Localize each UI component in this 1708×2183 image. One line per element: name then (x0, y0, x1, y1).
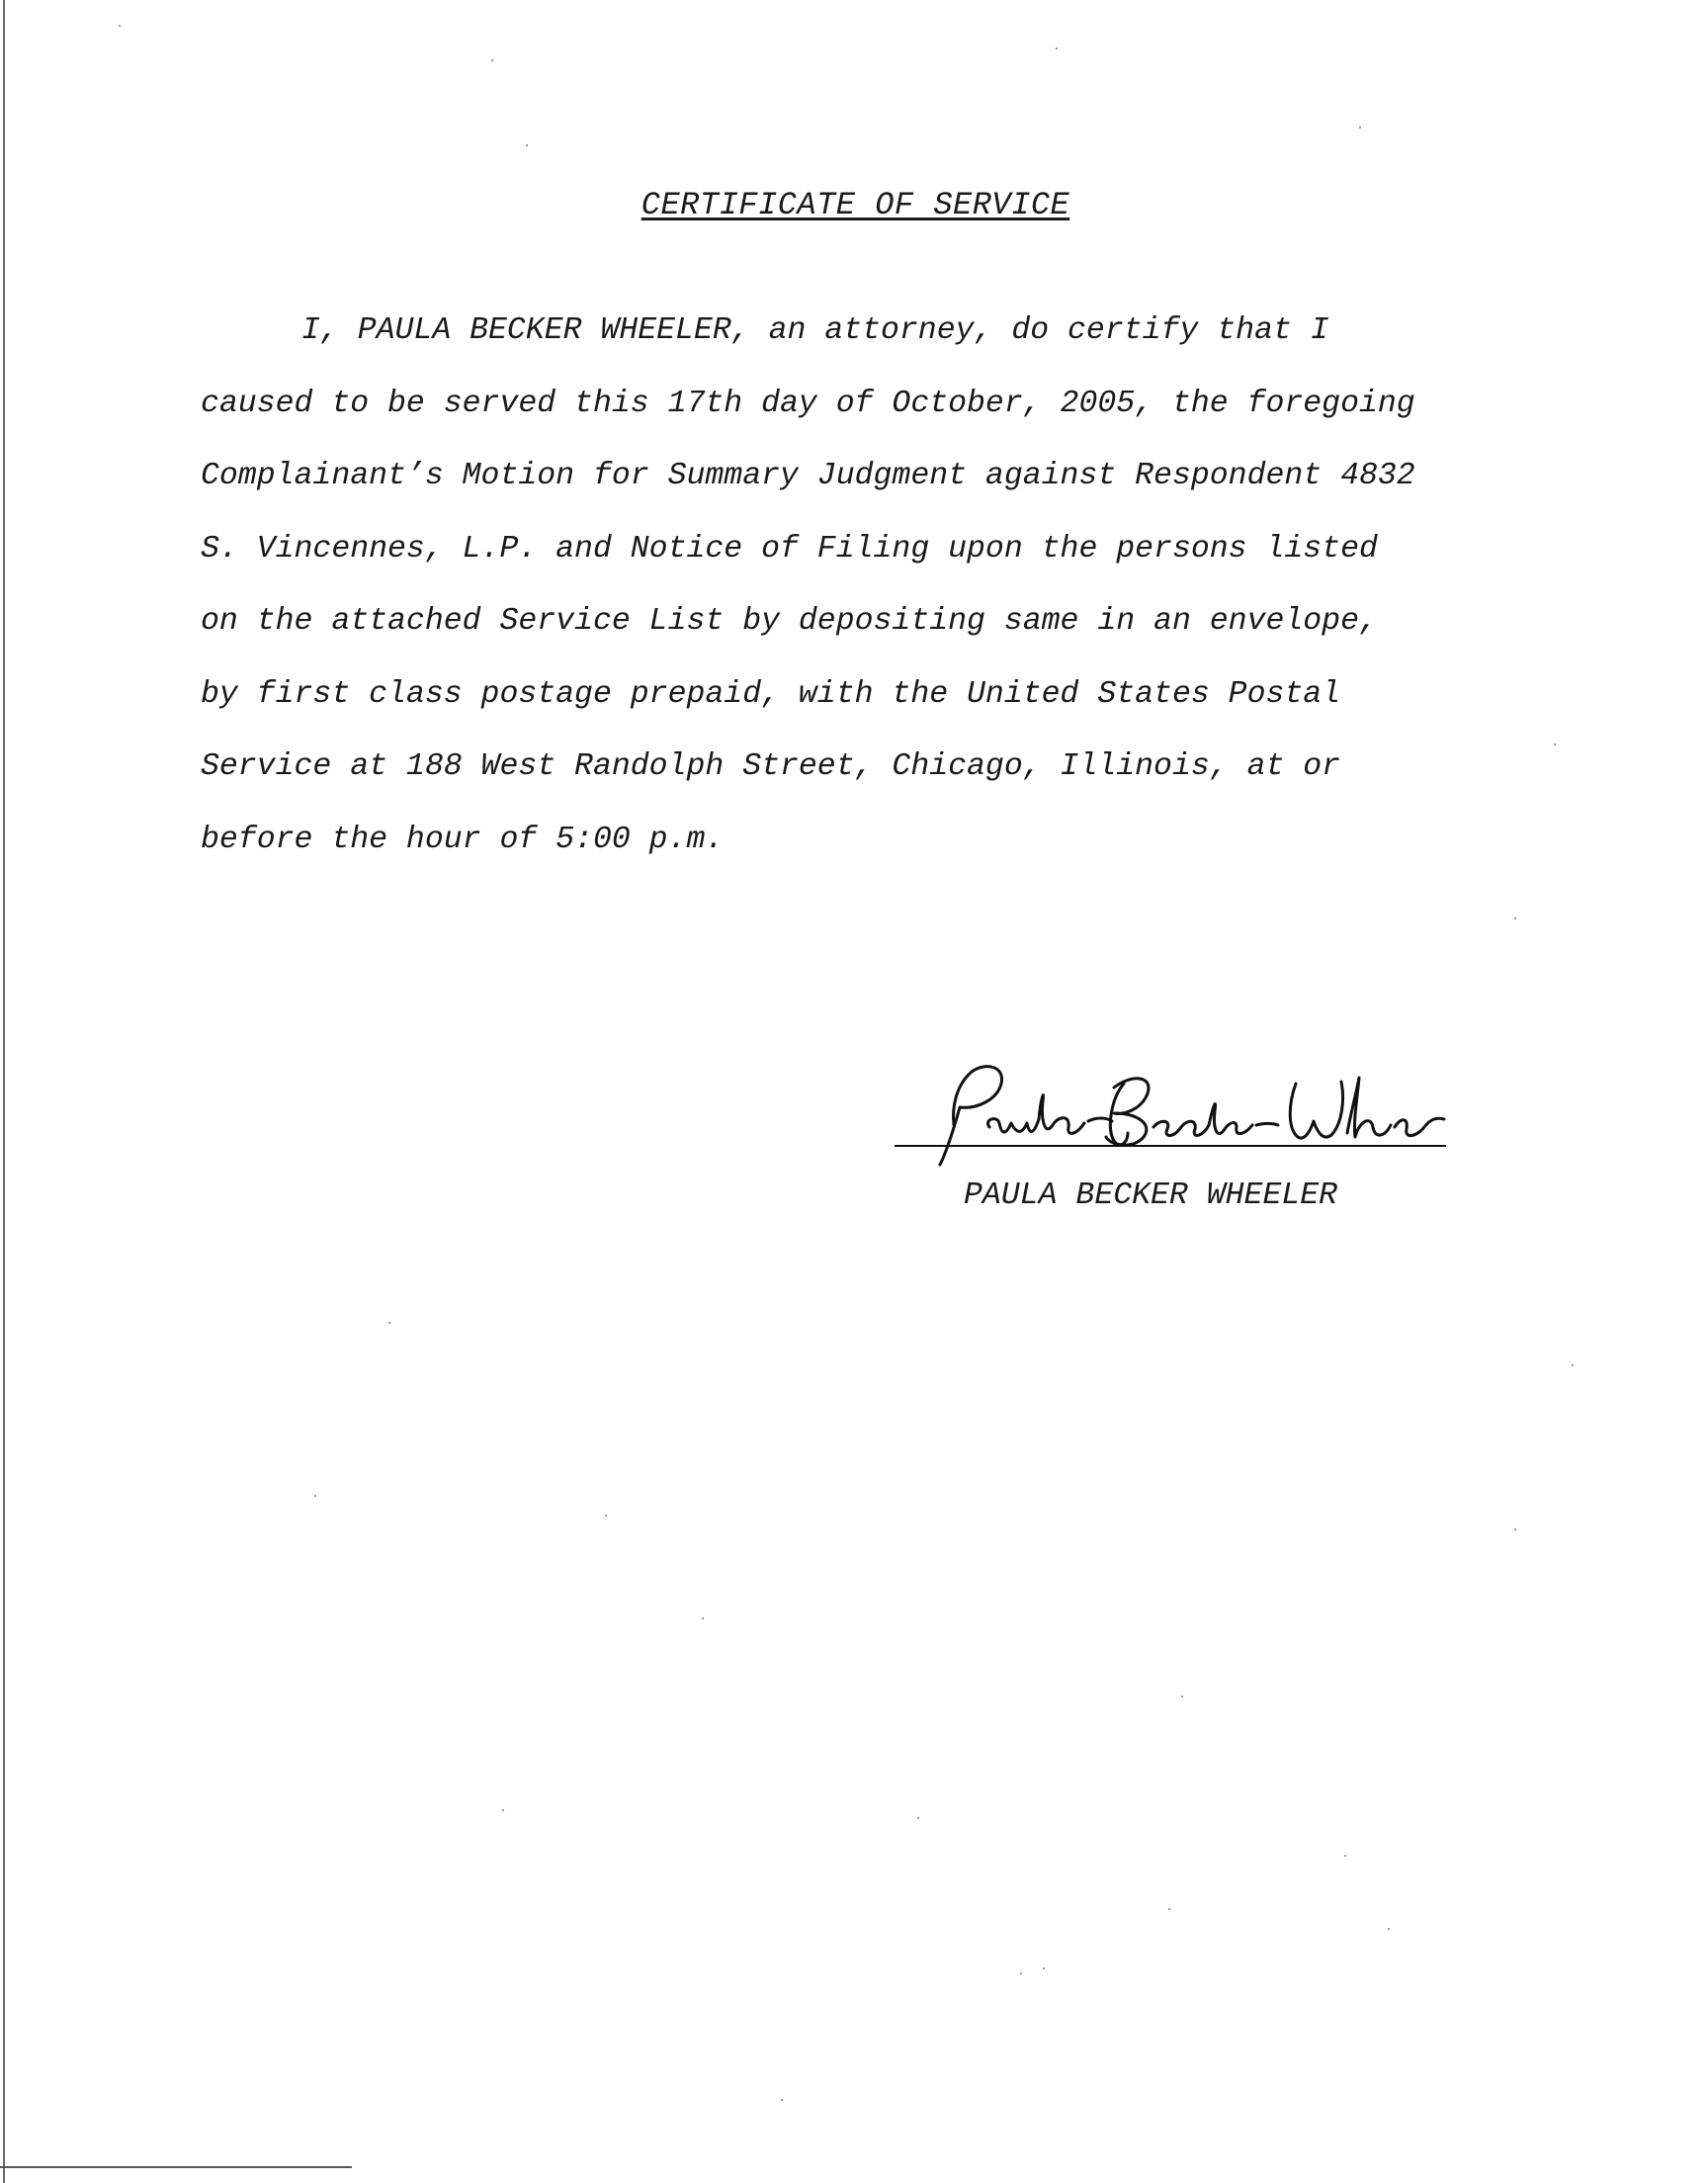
scan-speck (119, 25, 121, 27)
scan-speck (1359, 127, 1361, 129)
paragraph-line: caused to be served this 17th day of October, 2005, the foregoing (201, 386, 1415, 421)
scan-speck (1388, 1928, 1390, 1930)
signer-printed-name: PAULA BECKER WHEELER (964, 1179, 1338, 1213)
scan-speck (1020, 1972, 1022, 1974)
scan-speck (1056, 47, 1058, 49)
signature-line (895, 1145, 1446, 1147)
scan-speck (1554, 743, 1556, 745)
paragraph-line: by first class postage prepaid, with the United States Postal (201, 676, 1341, 712)
scan-speck (1514, 917, 1516, 919)
paragraph-line: S. Vincennes, L.P. and Notice of Filing upon the persons listed (201, 531, 1378, 567)
certification-paragraph (201, 295, 1525, 876)
scan-edge-left (3, 0, 5, 2183)
paragraph-line: Complainant’s Motion for Summary Judgment against Respondent 4832 (201, 459, 1415, 493)
paragraph-line: before the hour of 5:00 p.m. (201, 822, 725, 857)
scan-speck (917, 1817, 919, 1819)
scan-speck (781, 2099, 783, 2101)
scan-speck (1043, 1967, 1045, 1969)
paragraph-line: on the attached Service List by depositing same in an envelope, (201, 604, 1378, 639)
scan-speck (1181, 1696, 1183, 1698)
scan-speck (605, 1515, 607, 1517)
scan-speck (314, 1495, 316, 1497)
scan-speck (702, 1617, 704, 1619)
scan-speck (491, 59, 493, 61)
scan-speck (1344, 1855, 1346, 1857)
scan-speck (1572, 1364, 1574, 1366)
handwritten-signature (895, 1058, 1448, 1167)
scan-speck (1168, 1908, 1170, 1910)
paragraph-line: I, PAULA BECKER WHEELER, an attorney, do certify that I (301, 313, 1329, 348)
document-title: CERTIFICATE OF SERVICE (640, 187, 1070, 223)
scan-speck (388, 1322, 390, 1324)
scan-speck (1514, 1528, 1516, 1530)
paragraph-line: Service at 188 West Randolph Street, Chicago, Illinois, at or (201, 749, 1341, 784)
scan-edge-bottom (0, 2166, 352, 2168)
scan-speck (502, 1809, 504, 1811)
scan-speck (526, 144, 528, 146)
